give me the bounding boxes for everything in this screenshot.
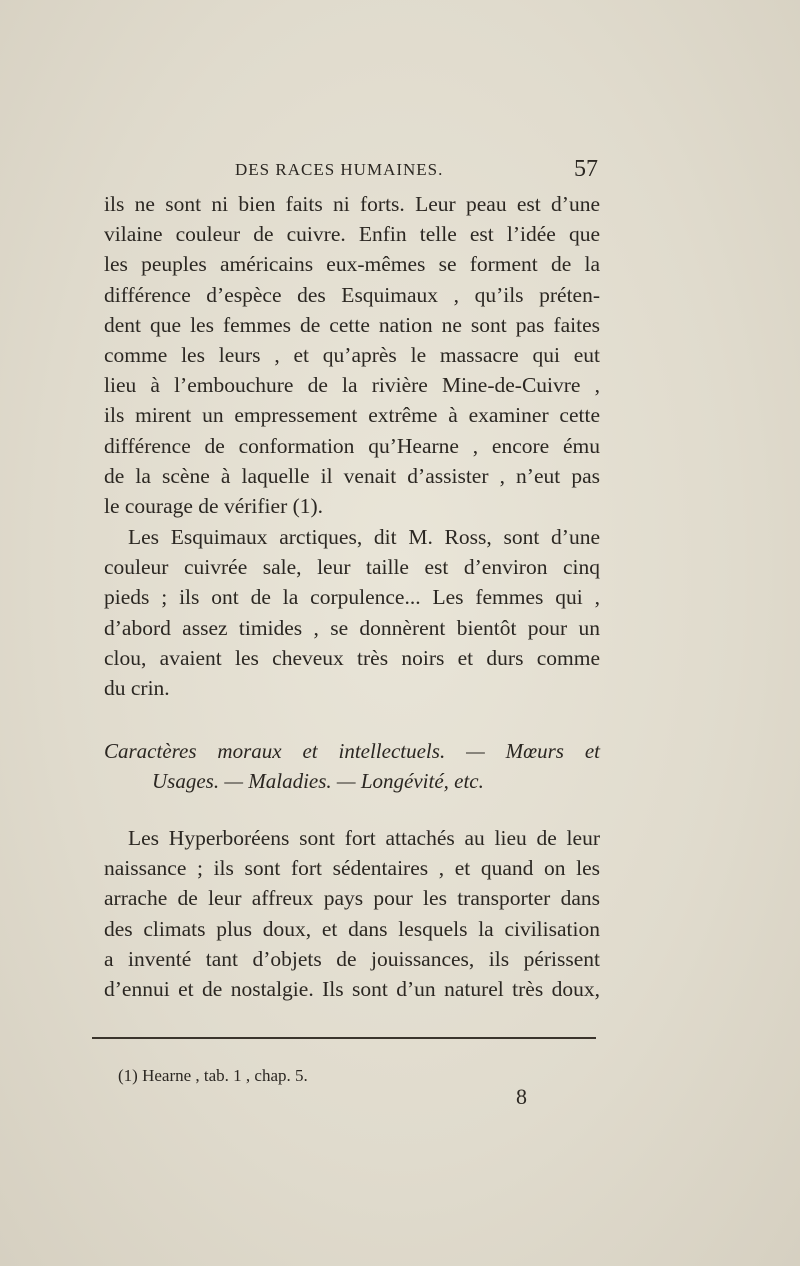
paragraph-3: [104, 823, 600, 1004]
text-line: ils ne sont ni bien faits ni forts. Leur peau est d’une: [104, 192, 600, 216]
text-line: a inventé tant d’objets de jouissances, ils périssent: [104, 946, 600, 971]
text-line: ils mirent un empressement extrême à examiner cette: [104, 403, 600, 428]
paragraph-2: [104, 522, 600, 703]
text-line: différence de conformation qu’Hearne , encore ému: [104, 433, 600, 458]
text-line: d’ennui et de nostalgie. Ils sont d’un naturel très doux,: [104, 977, 600, 1002]
text-line: Les Hyperboréens sont fort attachés au lieu de leur: [128, 826, 600, 850]
text-line: des climats plus doux, et dans lesquels la civilisation: [104, 916, 600, 941]
text-line: le courage de vérifier (1).: [104, 494, 324, 519]
text-line: du crin.: [104, 676, 170, 701]
text-line: vilaine couleur de cuivre. Enfin telle est l’idée que: [104, 222, 600, 247]
section-heading-line-2: Usages. — Maladies. — Longévité, etc.: [152, 769, 484, 793]
text-line: de la scène à laquelle il venait d’assister , n’eut pas: [104, 463, 600, 488]
paragraph-1: [104, 189, 600, 521]
text-line: les peuples américains eux-mêmes se forment de la: [104, 252, 600, 277]
text-line: pieds ; ils ont de la corpulence... Les femmes qui ,: [104, 585, 600, 610]
footnote-rule: [92, 1037, 596, 1039]
section-heading-line-1: Caractères moraux et intellectuels. — Mœurs et: [104, 739, 600, 763]
text-line: clou, avaient les cheveux très noirs et durs comme: [104, 645, 600, 670]
text-line: différence d’espèce des Esquimaux , qu’ils préten-: [104, 282, 600, 307]
text-line: comme les leurs , et qu’après le massacre qui eut: [104, 343, 600, 368]
text-line: lieu à l’embouchure de la rivière Mine-de-Cuivre ,: [104, 373, 600, 398]
text-line: couleur cuivrée sale, leur taille est d’environ cinq: [104, 555, 600, 580]
page-header: [100, 158, 600, 188]
text-line: Les Esquimaux arctiques, dit M. Ross, sont d’une: [128, 525, 600, 549]
text-line: arrache de leur affreux pays pour les transporter dans: [104, 886, 600, 911]
text-line: d’abord assez timides , se donnèrent bientôt pour un: [104, 615, 600, 640]
signature-mark: 8: [516, 1084, 527, 1109]
text-line: dent que les femmes de cette nation ne sont pas faites: [104, 312, 600, 337]
section-heading: [104, 736, 600, 796]
footnote: (1) Hearne , tab. 1 , chap. 5.: [118, 1066, 308, 1085]
page-number: 57: [574, 156, 598, 182]
text-line: naissance ; ils sont fort sédentaires , et quand on les: [104, 856, 600, 881]
running-title: DES RACES HUMAINES.: [235, 160, 444, 179]
